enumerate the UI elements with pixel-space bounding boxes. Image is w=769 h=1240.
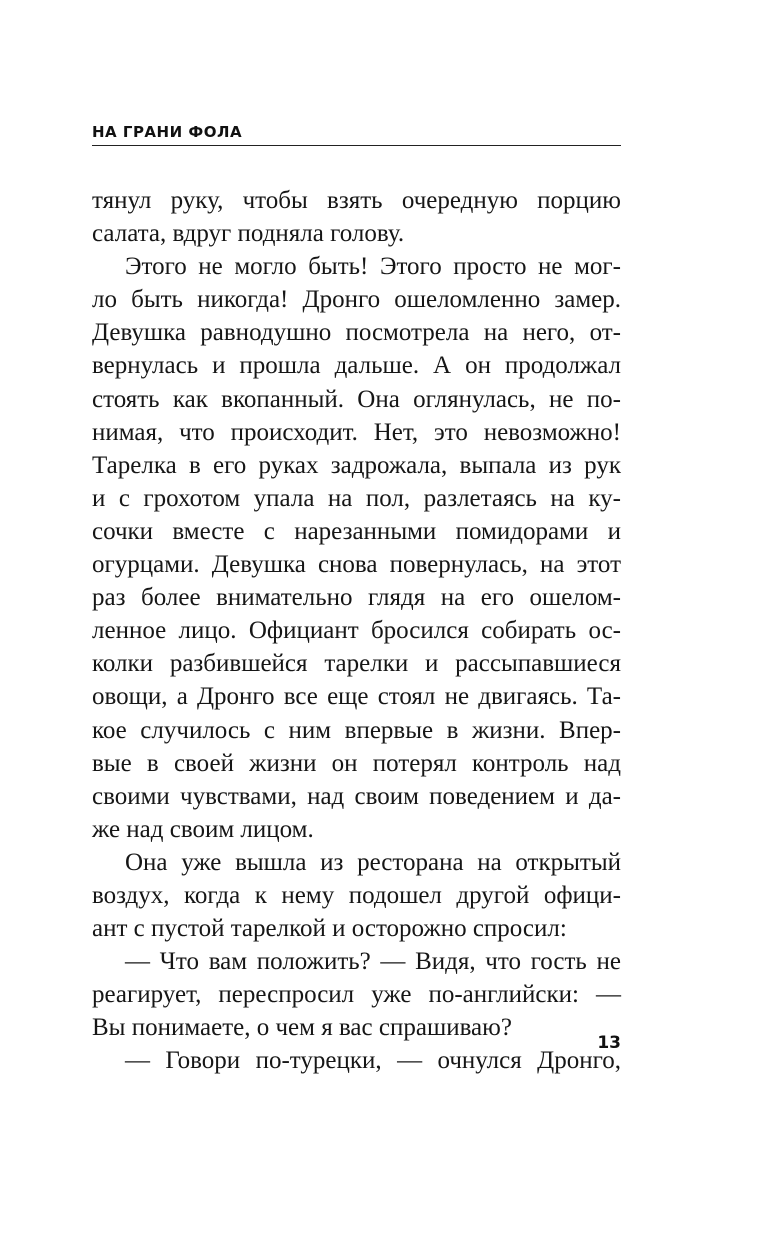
text-line: стоять как вкопанный. Она оглянулась, не по- xyxy=(92,385,621,413)
text-line: огурцами. Девушка снова повернулась, на этот xyxy=(92,551,621,579)
text-line: ленное лицо. Официант бросился собирать ос- xyxy=(92,617,621,645)
text-line: овощи, а Дронго все еще стоял не двигаясь. Та- xyxy=(92,683,621,711)
header-rule xyxy=(92,145,621,146)
text-line: и с грохотом упала на пол, разлетаясь на ку- xyxy=(92,484,621,512)
text-line: Вы понимаете, о чем я вас спрашиваю? xyxy=(92,1014,512,1042)
text-line: — Что вам положить? — Видя, что гость не xyxy=(125,948,621,976)
text-line: тянул руку, чтобы взять очередную порцию xyxy=(92,187,621,214)
text-line: сочки вместе с нарезанными помидорами и xyxy=(92,517,621,545)
text-line: Тарелка в его руках задрожала, выпала из рук xyxy=(92,451,621,479)
text-line: же над своим лицом. xyxy=(92,815,314,843)
text-line: Девушка равнодушно посмотрела на него, от- xyxy=(92,319,621,347)
page-number: 13 xyxy=(597,1033,621,1053)
running-head: НА ГРАНИ ФОЛА xyxy=(92,123,243,141)
text-line: Этого не могло быть! Этого просто не мог- xyxy=(125,253,621,281)
text-line: раз более внимательно глядя на его ошелом- xyxy=(92,584,621,612)
text-line: ант с пустой тарелкой и осторожно спросил: xyxy=(92,915,567,943)
text-line: — Говори по-турецки, — очнулся Дронго, xyxy=(125,1047,621,1075)
text-line: ло быть никогда! Дронго ошеломленно замер. xyxy=(92,286,621,314)
text-line: колки разбившейся тарелки и рассыпавшиеся xyxy=(92,650,621,678)
text-line: вернулась и прошла дальше. А он продолжал xyxy=(92,352,621,380)
text-line: Она уже вышла из ресторана на открытый xyxy=(125,848,621,876)
text-line: нимая, что происходит. Нет, это невозможно! xyxy=(92,418,621,446)
text-line: своими чувствами, над своим поведением и да- xyxy=(92,782,621,810)
text-line: вые в своей жизни он потерял контроль над xyxy=(92,749,621,777)
text-line: реагирует, переспросил уже по-английски: — xyxy=(92,981,621,1009)
body-text xyxy=(92,184,621,1078)
text-line: кое случилось с ним впервые в жизни. Впер- xyxy=(92,716,621,744)
text-line: воздух, когда к нему подошел другой офици- xyxy=(92,881,621,909)
text-line: салата, вдруг подняла голову. xyxy=(92,220,405,248)
